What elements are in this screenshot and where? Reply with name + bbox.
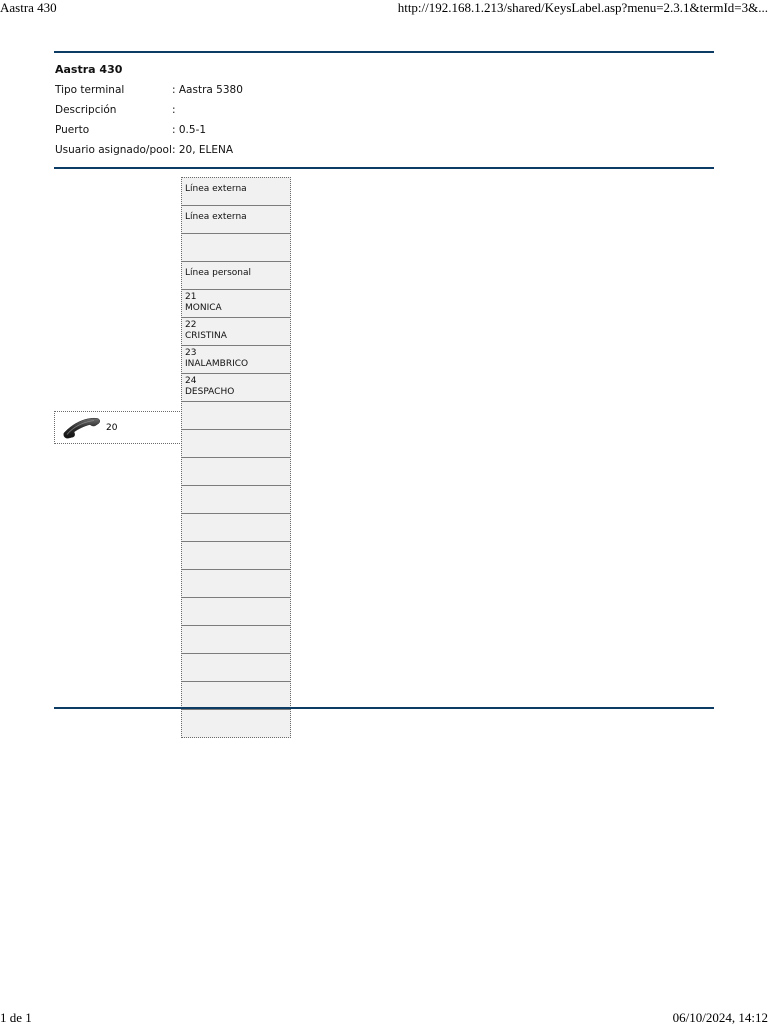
- handset-icon: [61, 416, 101, 440]
- key-label: [182, 514, 290, 542]
- key-label-line1: Línea externa: [185, 212, 247, 222]
- key-label-line1: Línea personal: [185, 268, 251, 278]
- key-label: [182, 542, 290, 570]
- key-label: [182, 374, 290, 402]
- info-row-type: [55, 80, 243, 100]
- middle-divider: [54, 167, 714, 169]
- info-row-description: [55, 100, 243, 120]
- info-row-user: [55, 140, 243, 160]
- info-label: Tipo terminal: [55, 84, 125, 96]
- bottom-divider: [54, 707, 714, 709]
- key-label: [182, 486, 290, 514]
- top-divider: [54, 51, 714, 53]
- key-label: [182, 710, 290, 737]
- key-label: [182, 402, 290, 430]
- key-label-line2: DESPACHO: [185, 386, 235, 397]
- key-label: [182, 430, 290, 458]
- key-label-line2: CRISTINA: [185, 330, 227, 341]
- key-label: [182, 626, 290, 654]
- key-label: [182, 570, 290, 598]
- info-value: :: [172, 104, 176, 116]
- key-label-line2: INALAMBRICO: [185, 358, 249, 369]
- key-label: [182, 318, 290, 346]
- key-label-line2: MONICA: [185, 302, 222, 313]
- key-label: [182, 290, 290, 318]
- info-label: Usuario asignado/pool: [55, 144, 172, 156]
- key-label: [182, 206, 290, 234]
- key-label: [182, 262, 290, 290]
- key-label-line1: 23: [185, 348, 197, 358]
- page-count: 1 de 1: [0, 1010, 32, 1025]
- info-label: Descripción: [55, 104, 117, 116]
- terminal-info: [55, 60, 243, 160]
- key-label-line1: 24: [185, 376, 197, 386]
- key-label-column: [181, 177, 291, 738]
- info-value: : 20, ELENA: [172, 144, 234, 156]
- key-label: [182, 598, 290, 626]
- browser-page-title: Aastra 430: [0, 0, 57, 15]
- terminal-name: Aastra 430: [55, 63, 123, 76]
- key-label: [182, 234, 290, 262]
- print-datetime: 06/10/2024, 14:12: [672, 1010, 768, 1025]
- key-label: [182, 682, 290, 710]
- info-row-port: [55, 120, 243, 140]
- handset-key: [54, 411, 180, 444]
- info-value: : Aastra 5380: [172, 84, 243, 96]
- key-label-line1: 22: [185, 320, 197, 330]
- info-value: : 0.5-1: [172, 124, 207, 136]
- key-label-line1: Línea externa: [185, 184, 247, 194]
- handset-number: 20: [106, 423, 118, 433]
- key-label: [182, 654, 290, 682]
- key-label-line1: 21: [185, 292, 197, 302]
- key-label: [182, 178, 290, 206]
- key-label: [182, 458, 290, 486]
- browser-page-url: http://192.168.1.213/shared/KeysLabel.asp?menu=2.3.1&termId=3&...: [397, 0, 768, 15]
- info-label: Puerto: [55, 124, 90, 136]
- key-label: [182, 346, 290, 374]
